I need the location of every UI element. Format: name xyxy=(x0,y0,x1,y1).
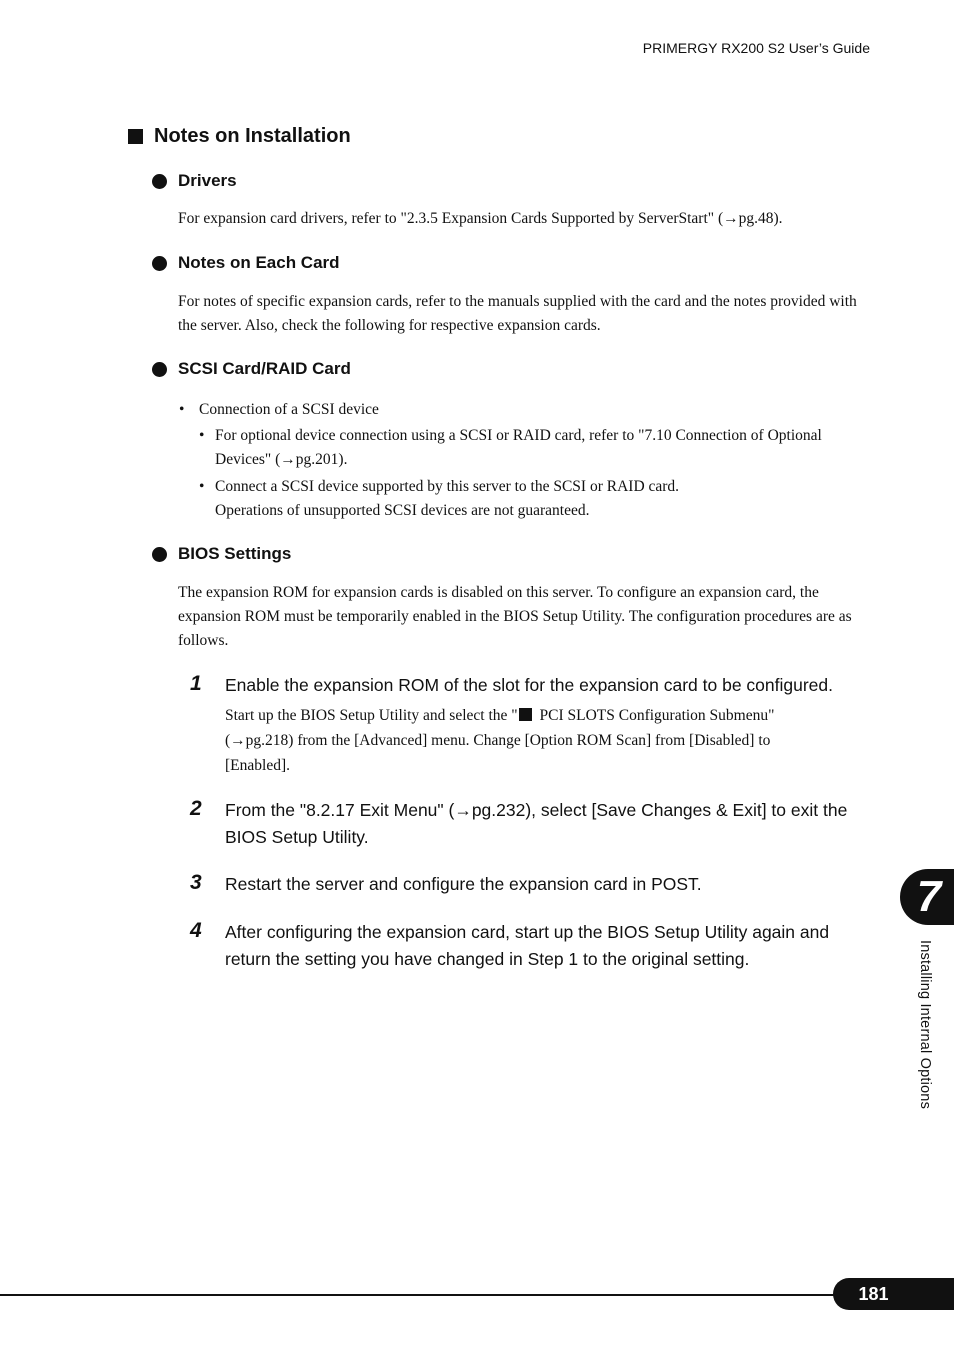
step-4 xyxy=(190,919,880,973)
list-item xyxy=(199,424,869,472)
notes-each-card-paragraph: For notes of specific expansion cards, refer to the manuals supplied with the card and the notes provided with the server. Also, check the following for respective expansion cards. xyxy=(178,293,857,334)
chapter-tab xyxy=(900,869,954,925)
step-number: 4 xyxy=(190,919,202,942)
circle-bullet-icon xyxy=(152,547,167,562)
scsi-heading xyxy=(152,359,351,379)
section-title-text: Notes on Installation xyxy=(154,125,351,147)
step-title: After configuring the expansion card, start up the BIOS Setup Utility again and return the setting you have changed in Step 1 to the original setting. xyxy=(225,922,830,969)
list-item-note: Operations of unsupported SCSI devices are not guaranteed. xyxy=(215,502,590,519)
list-item-text: Connect a SCSI device supported by this server to the SCSI or RAID card. xyxy=(215,478,680,495)
notes-each-card-heading-text: Notes on Each Card xyxy=(178,253,340,272)
circle-bullet-icon xyxy=(152,362,167,377)
notes-each-card-heading xyxy=(152,253,340,273)
list-item xyxy=(199,475,879,523)
bios-paragraph: The expansion ROM for expansion cards is disabled on this server. To configure an expansion card, the expansion ROM must be temporarily enabled in the BIOS Setup Utility. The configuration procedures are as follows. xyxy=(178,584,852,649)
step-title: From the "8.2.17 Exit Menu" (→pg.232), select [Save Changes & Exit] to exit the BIOS Setup Utility. xyxy=(225,800,848,847)
step-number: 1 xyxy=(190,672,202,695)
circle-bullet-icon xyxy=(152,256,167,271)
step-number: 3 xyxy=(190,871,202,894)
chapter-label: Installing Internal Options xyxy=(917,940,933,1110)
footer-divider xyxy=(0,1294,840,1296)
section-title xyxy=(128,125,351,148)
step-title: Enable the expansion ROM of the slot for the expansion card to be configured. xyxy=(225,675,834,695)
bullet-dot-icon: • xyxy=(199,478,205,495)
bullet-dot-icon: • xyxy=(199,427,205,444)
circle-bullet-icon xyxy=(152,174,167,189)
drivers-heading-text: Drivers xyxy=(178,171,237,190)
drivers-paragraph: For expansion card drivers, refer to "2.3.5 Expansion Cards Supported by ServerStart" (→pg.48). xyxy=(178,210,783,227)
step-1 xyxy=(190,672,880,778)
page-number-tab xyxy=(833,1278,954,1310)
bios-heading-text: BIOS Settings xyxy=(178,544,292,563)
guide-title: PRIMERGY RX200 S2 User’s Guide xyxy=(642,40,870,56)
step-title: Restart the server and configure the expansion card in POST. xyxy=(225,874,702,894)
step-number: 2 xyxy=(190,797,202,820)
list-item-text: Connection of a SCSI device xyxy=(199,401,379,418)
square-bullet-icon xyxy=(519,708,532,721)
step-2 xyxy=(190,797,880,851)
bios-heading xyxy=(152,544,291,564)
square-bullet-icon xyxy=(128,129,143,144)
scsi-heading-text: SCSI Card/RAID Card xyxy=(178,359,351,378)
drivers-heading xyxy=(152,171,237,191)
scsi-sub-list xyxy=(199,424,879,523)
chapter-number: 7 xyxy=(916,872,942,921)
step-description-text: Start up the BIOS Setup Utility and select the " xyxy=(225,707,518,724)
list-item-text: For optional device connection using a SCSI or RAID card, refer to "7.10 Connection of Optional Devices" (→pg.201). xyxy=(215,427,822,468)
step-description-text: PCI SLOTS Configuration Submenu" (→pg.218) from the [Advanced] menu. Change [Option ROM Scan] from [Disabled] to [Enabled]. xyxy=(225,707,775,774)
step-description xyxy=(225,703,825,778)
scsi-bullet-list xyxy=(179,398,879,523)
step-3 xyxy=(190,871,880,898)
bullet-dot-icon: • xyxy=(179,401,185,418)
page-number: 181 xyxy=(858,1283,889,1304)
list-item xyxy=(179,398,879,422)
